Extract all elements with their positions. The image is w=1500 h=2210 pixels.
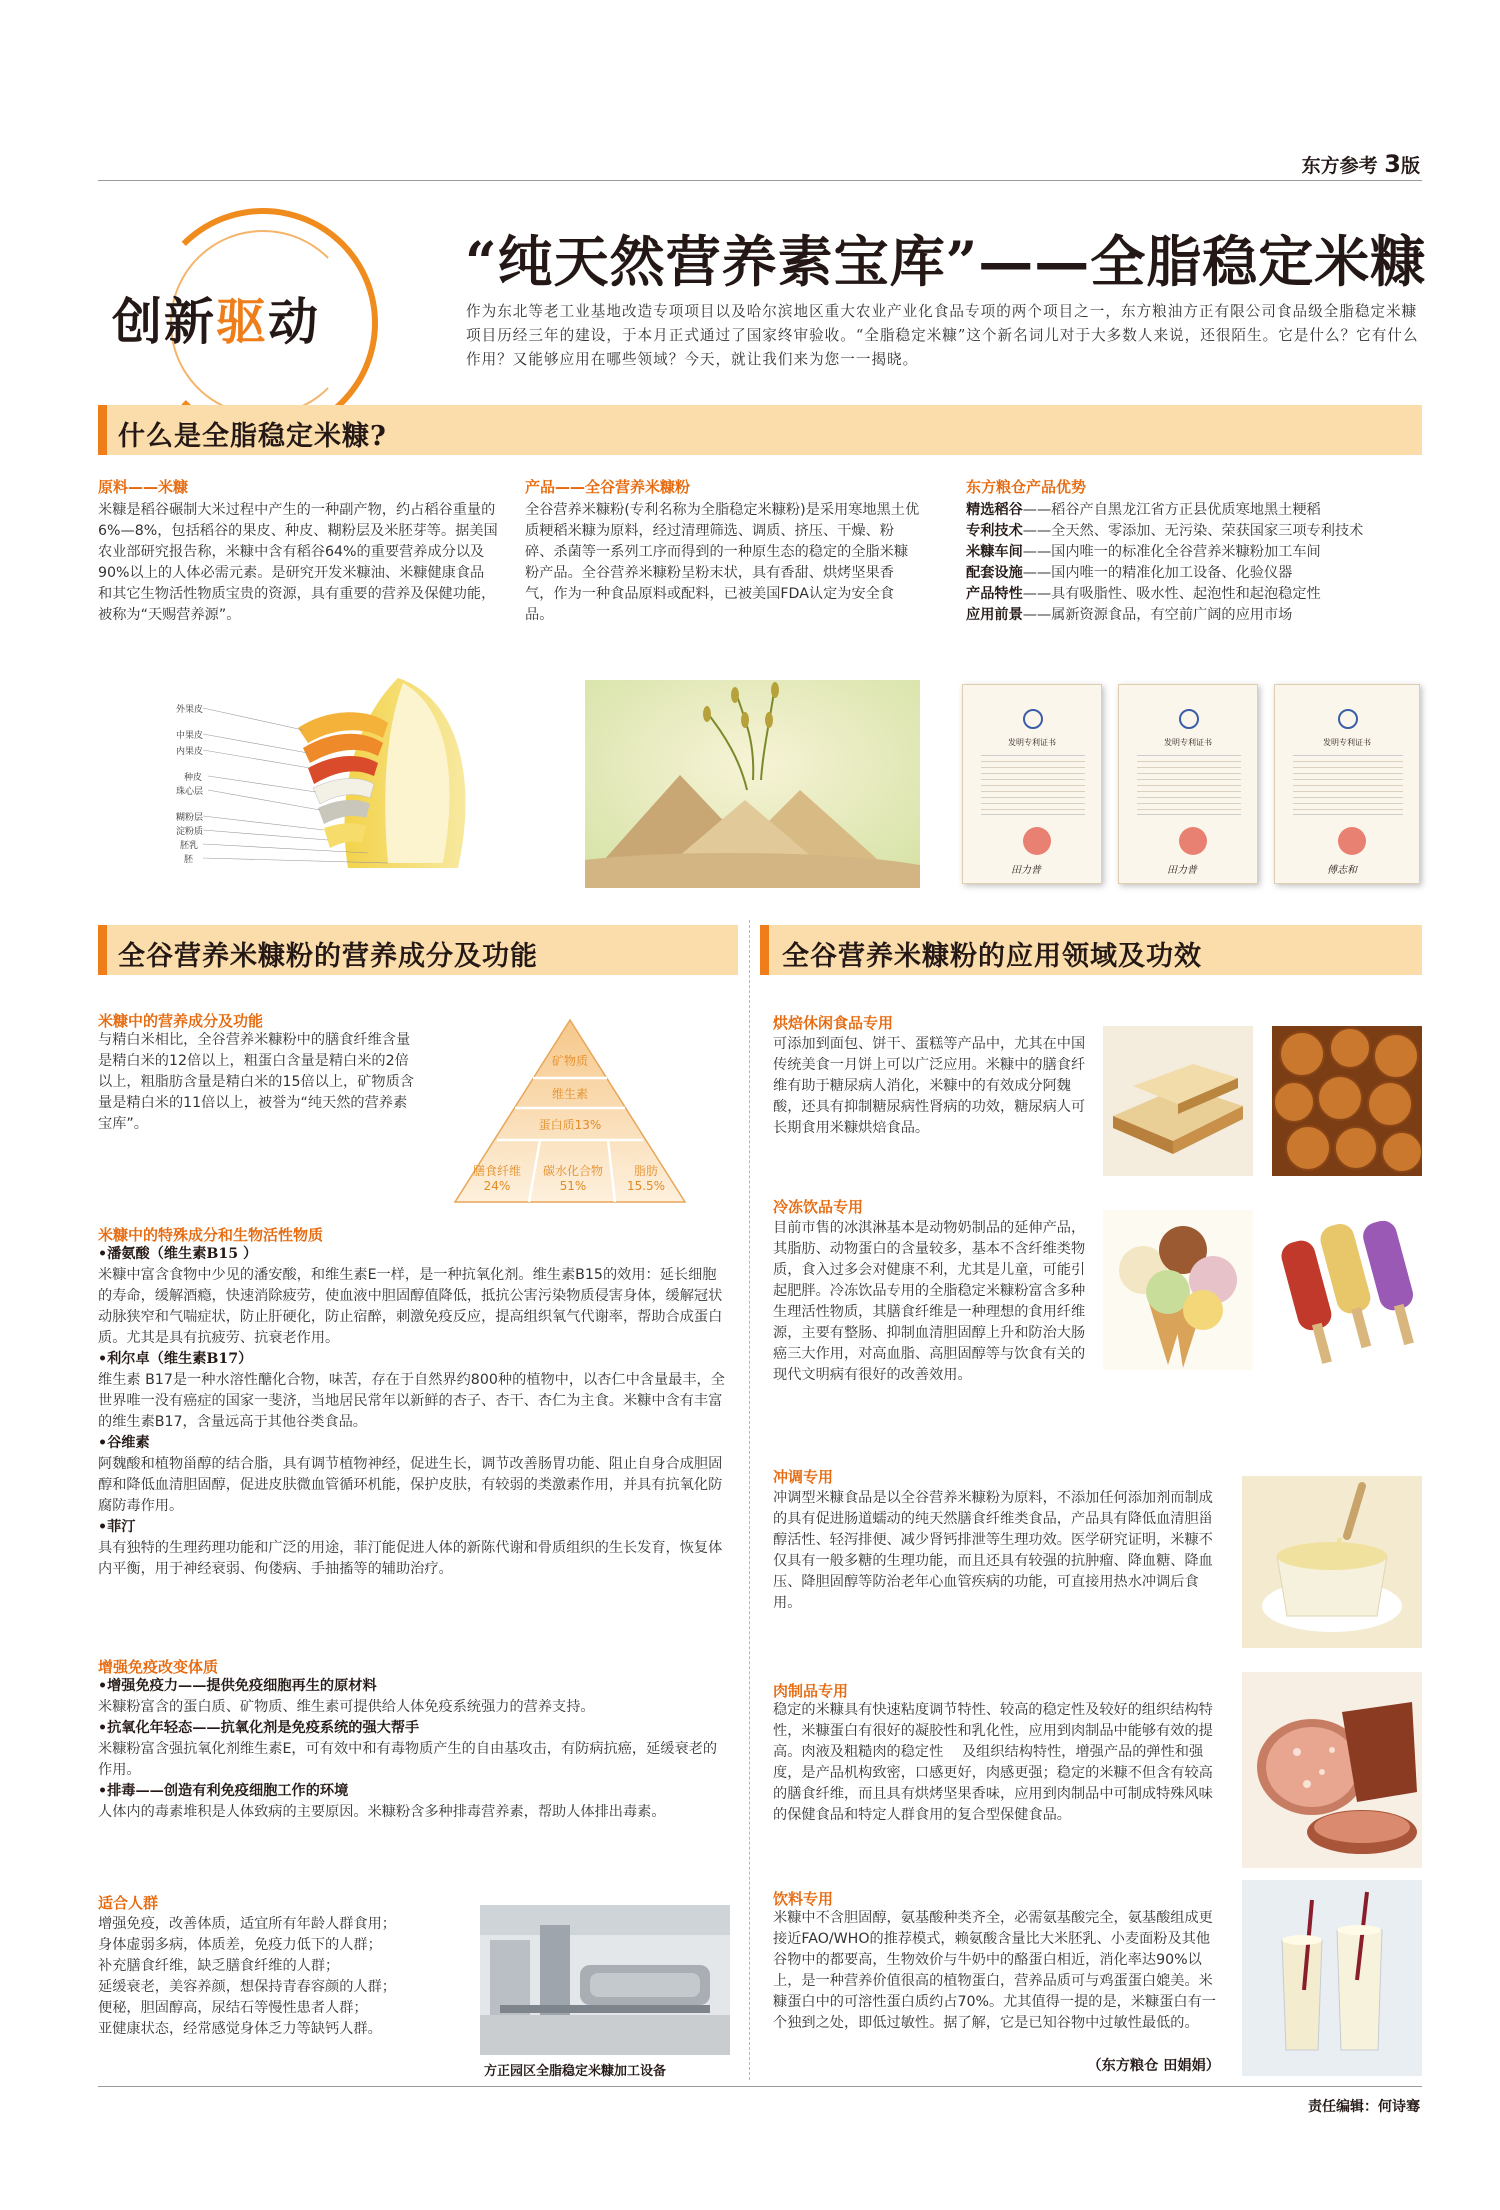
meat-heading: 肉制品专用 — [773, 1682, 849, 1700]
immune-item-text: 米糠粉富含强抗氧化剂维生素E，可有效中和有毒物质产生的自由基攻击，有防病抗癌，延缓衰老的作用。 — [98, 1741, 718, 1778]
frozen-text: 目前市售的冰淇淋基本是动物奶制品的延伸产品，其脂肪、动物蛋白的含量较多，基本不含纤维类物质，食入过多会对健康不利，尤其是儿童，可能引起肥胖。冷冻饮品专用的全脂稳定米糠粉富含多种生理活性物质，其膳食纤维是一种理想的食用纤维源，主要有整肠、抑制血清胆固醇上升和防治大肠癌三大作用，对高血脂、高胆固醇等与饮食有关的现代文明病有很好的改善效用。 — [773, 1220, 1086, 1383]
advantages-heading: 东方粮仓产品优势 — [966, 478, 1087, 496]
advantage-item: 应用前景——属新资源食品，有空前广阔的应用市场 — [966, 607, 1293, 623]
special-item-title: •菲汀 — [98, 1519, 136, 1535]
crowd-item: 增强免疫，改善体质，适宜所有年龄人群食用； — [98, 1916, 396, 1932]
grain-label: 种皮 — [184, 773, 203, 783]
section2-band-bar — [98, 925, 107, 975]
special-content — [98, 1244, 728, 1580]
special-item-title: •潘氨酸（维生素B15 ） — [98, 1246, 258, 1262]
immune-item-text: 米糠粉富含的蛋白质、矿物质、维生素可提供给人体免疫系统强力的营养支持。 — [98, 1699, 595, 1715]
grain-label: 中果皮 — [176, 731, 204, 741]
product-heading: 产品——全谷营养米糠粉 — [525, 478, 691, 496]
special-item-text: 维生素 B17是一种水溶性醣化合物，味苦，存在于自然界约800种的植物中，以杏仁中含量最丰，全世界唯一没有癌症的国家一斐济，当地居民常年以新鲜的杏子、杏干、杏仁为主食。米糠中含有丰富的维生素B17，含量远高于其他谷类食品。 — [98, 1372, 725, 1430]
baking-text: 可添加到面包、饼干、蛋糕等产品中，尤其在中国传统美食一月饼上可以广泛应用。米糠中的膳食纤维有助于糖尿病人消化，米糠中的有效成分阿魏酸，还具有抑制糖尿病性肾病的功效，糖尿病人可长期食用米糠烘焙食品。 — [773, 1036, 1086, 1136]
drink-heading: 饮料专用 — [773, 1890, 834, 1908]
column-divider — [749, 920, 750, 2080]
popsicle-photo — [1272, 1210, 1422, 1370]
nutrition-text: 与精白米相比，全谷营养米糠粉中的膳食纤维含量是精白米的12倍以上，粗蛋白含量是精白米的2倍以上，粗脂肪含量是精白米的15倍以上，矿物质含量是精白米的11倍以上，被誉为“纯天然的营养素宝库”。 — [98, 1032, 414, 1132]
raw-material-heading: 原料——米糠 — [98, 478, 189, 496]
headline: “纯天然营养素宝库”——全脂稳定米糠 — [465, 229, 1427, 294]
nutrition-heading: 米糠中的营养成分及功能 — [98, 1012, 264, 1030]
special-item-text: 具有独特的生理药理功能和广泛的用途，菲汀能促进人体的新陈代谢和骨质组织的生长发育，恢复体内平衡，用于神经衰弱、佝偻病、手抽搐等的辅助治疗。 — [98, 1540, 723, 1577]
meat-products-photo — [1242, 1672, 1422, 1868]
pyramid-vitamins: 维生素 — [551, 1087, 588, 1101]
patent-emblem-icon — [1023, 709, 1043, 729]
cert-signature: 田力普 — [1011, 865, 1041, 876]
patent-certificate — [1118, 684, 1258, 884]
pyramid-fiber: 膳食纤维 24% — [472, 1164, 521, 1193]
grain-label: 内果皮 — [176, 747, 204, 757]
immune-item-text: 人体内的毒素堆积是人体致病的主要原因。米糠粉含多种排毒营养素，帮助人体排出毒素。 — [98, 1804, 666, 1820]
patent-certificate — [1274, 684, 1420, 884]
advantage-item: 米糠车间——国内唯一的标准化全谷营养米糠粉加工车间 — [966, 544, 1321, 560]
advantage-item: 配套设施——国内唯一的精准化加工设备、化验仪器 — [966, 565, 1293, 581]
section3-band-bar — [760, 925, 769, 975]
section1-title: 什么是全脂稳定米糠? — [118, 421, 387, 452]
patent-emblem-icon — [1338, 709, 1358, 729]
section1-band-bar — [98, 405, 107, 455]
top-rule — [98, 180, 1422, 181]
advantage-item: 产品特性——具有吸脂性、吸水性、起泡性和起泡稳定性 — [966, 586, 1321, 602]
pyramid-minerals: 矿物质 — [551, 1054, 588, 1068]
immune-content — [98, 1676, 728, 1823]
drinks-photo — [1242, 1880, 1422, 2076]
drink-text: 米糠中不含胆固醇，氨基酸种类齐全，必需氨基酸完全，氨基酸组成更接近FAO/WHO的推荐模式，赖氨酸含量比大米胚乳、小麦面粉及其他谷物中的都要高，生物效价与牛奶中的酪蛋白相近，消化率达90%以上，是一种营养价值很高的植物蛋白，营养品质可与鸡蛋蛋白媲美。米糠蛋白中的可溶性蛋白质约占70%。尤其值得一提的是，米糠蛋白有一个独到之处，即低过敏性。据了解，它是已知谷物中过敏性最低的。 — [773, 1910, 1216, 2031]
cert-signature: 田力普 — [1167, 865, 1197, 876]
grain-label: 胚 — [184, 855, 194, 865]
grain-label: 糊粉层 — [176, 813, 204, 823]
meat-text: 稳定的米糠具有快速粘度调节特性、较高的稳定性及较好的组织结构特性，米糠蛋白有很好的凝胶性和乳化性，应用到肉制品中能够有效的提高。肉液及粗糙肉的稳定性 及组织结构特性，增强产品的弹性和强度，是产品机构致密，口感更好，肉感更强；稳定的米糠不但含有较高的膳食纤维，而且具有烘烤坚果香味，应用到肉制品中可制成特殊风味的保健食品和特定人群食用的复合型保健食品。 — [773, 1702, 1213, 1823]
immune-item-title: •排毒——创造有利免疫细胞工作的环境 — [98, 1783, 349, 1799]
crowd-item: 便秘，胆固醇高，尿结石等慢性患者人群； — [98, 2000, 368, 2016]
grain-label: 胚乳 — [180, 841, 199, 851]
advantages-list — [966, 500, 1426, 626]
cookies-photo — [1272, 1026, 1422, 1176]
mix-heading: 冲调专用 — [773, 1468, 834, 1486]
advantage-item: 精选稻谷——稻谷产自黑龙江省方正县优质寒地黑土粳稻 — [966, 502, 1321, 518]
seal-icon — [1023, 827, 1051, 855]
cert-title: 发明专利证书 — [1164, 738, 1212, 747]
drink-mix-photo — [1242, 1476, 1422, 1648]
grain-label: 外果皮 — [176, 705, 204, 715]
processing-equipment-photo — [480, 1905, 730, 2055]
column-logo: 创新驱动 — [112, 293, 320, 351]
seal-icon — [1338, 827, 1366, 855]
product-text: 全谷营养米糠粉(专利名称为全脂稳定米糠粉)是采用寒地黑土优质粳稻米糠为原料，经过清理筛选、调质、挤压、干燥、粉碎、杀菌等一系列工序而得到的一种原生态的稳定的全脂米糠粉产品。全谷营养米糠粉呈粉末状，具有香甜、烘烤坚果香气，作为一种食品原料或配料，已被美国FDA认定为安全食品。 — [525, 502, 920, 623]
seal-icon — [1179, 827, 1207, 855]
rice-bran-powder-photo — [585, 680, 920, 888]
equipment-caption: 方正园区全脂稳定米糠加工设备 — [484, 2064, 667, 2079]
cert-signature: 傅志和 — [1327, 865, 1357, 876]
special-heading: 米糠中的特殊成分和生物活性物质 — [98, 1226, 324, 1244]
crowd-item: 补充膳食纤维，缺乏膳食纤维的人群； — [98, 1958, 340, 1974]
pyramid-fat: 脂肪 15.5% — [626, 1164, 666, 1193]
bread-photo — [1103, 1026, 1253, 1176]
special-item-title: •利尔卓（维生素B17） — [98, 1351, 253, 1367]
immune-item-title: •抗氧化年轻态——抗氧化剂是免疫系统的强大帮手 — [98, 1720, 420, 1736]
immune-item-title: •增强免疫力——提供免疫细胞再生的原材料 — [98, 1678, 377, 1694]
cert-title: 发明专利证书 — [1008, 738, 1056, 747]
lead-paragraph: 作为东北等老工业基地改造专项项目以及哈尔滨地区重大农业产业化食品专项的两个项目之一，东方粮油方正有限公司食品级全脂稳定米糠项目历经三年的建设，于本月正式通过了国家终审验收。“全脂稳定米糠”这个新名词儿对于大多数人来说，还很陌生。它是什么？它有什么作用？又能够应用在哪些领域？今天，就让我们来为您一一揭晓。 — [466, 303, 1419, 368]
raw-material-text: 米糠是稻谷碾制大米过程中产生的一种副产物，约占稻谷重量的6%—8%，包括稻谷的果皮、种皮、糊粉层及米胚芽等。据美国农业部研究报告称，米糠中含有稻谷64%的重要营养成分以及90%以上的人体必需元素。是研究开发米糠油、米糠健康食品和其它生物活性物质宝贵的资源，具有重要的营养及保健功能，被称为“天赐营养源”。 — [98, 502, 498, 623]
crowd-item: 亚健康状态，经常感觉身体乏力等缺钙人群。 — [98, 2021, 382, 2037]
crowd-item: 延缓衰老，美容养颜，想保持青春容颜的人群； — [98, 1979, 396, 1995]
baking-heading: 烘焙休闲食品专用 — [773, 1014, 894, 1032]
pyramid-protein: 蛋白质13% — [538, 1118, 602, 1132]
crowd-item: 身体虚弱多病，体质差，免疫力低下的人群； — [98, 1937, 382, 1953]
patent-certificate — [962, 684, 1102, 884]
pyramid-carbohydrate: 碳水化合物 51% — [542, 1164, 603, 1193]
crowd-heading: 适合人群 — [98, 1894, 159, 1912]
special-item-text: 米糠中富含食物中少见的潘安酸，和维生素E一样，是一种抗氧化剂。维生素B15的效用：延长细胞的寿命，缓解酒瘾，快速消除疲劳，使血液中胆固醇值降低，抵抗公害污染物质侵害身体，缓解冠状动脉狭窄和气喘症状，防止肝硬化，防止宿醉，刺激免疫反应，提高组织氧气代谢率，帮助合成蛋白质。尤其是具有抗疲劳、抗衰老作用。 — [98, 1267, 723, 1346]
patent-emblem-icon — [1179, 709, 1199, 729]
ice-cream-photo — [1103, 1210, 1253, 1370]
editor-credit: 责任编辑：何诗骞 — [1308, 2099, 1420, 2115]
crowd-list — [98, 1914, 458, 2040]
immune-heading: 增强免疫改变体质 — [98, 1658, 219, 1676]
rice-grain-diagram — [98, 668, 498, 888]
page-number: 东方参考 3版 — [1301, 150, 1420, 178]
grain-label: 淀粉质 — [176, 827, 204, 837]
special-item-text: 阿魏酸和植物甾醇的结合脂，具有调节植物神经，促进生长，调节改善肠胃功能、阻止自身合成胆固醇和降低血清胆固醇，促进皮肤微血管循环机能，保护皮肤，有较弱的类激素作用，并具有抗氧化防腐防毒作用。 — [98, 1456, 723, 1514]
special-item-title: •谷维素 — [98, 1435, 150, 1451]
byline: （东方粮仓 田娟娟） — [1087, 2058, 1220, 2074]
section2-title: 全谷营养米糠粉的营养成分及功能 — [118, 941, 538, 972]
advantage-item: 专利技术——全天然、零添加、无污染、荣获国家三项专利技术 — [966, 523, 1364, 539]
bottom-rule — [98, 2086, 1422, 2087]
section3-title: 全谷营养米糠粉的应用领域及功效 — [782, 941, 1202, 972]
grain-label: 珠心层 — [176, 787, 204, 797]
nutrition-pyramid — [445, 1012, 695, 1212]
cert-title: 发明专利证书 — [1323, 738, 1371, 747]
frozen-heading: 冷冻饮品专用 — [773, 1198, 864, 1216]
mix-text: 冲调型米糠食品是以全谷营养米糠粉为原料，不添加任何添加剂而制成的具有促进肠道蠕动的纯天然膳食纤维类食品，产品具有降低血清胆甾醇活性、轻泻排便、减少肾钙排泄等生理功效。医学研究证明，米糠不仅具有一般多糖的生理功能，而且还具有较强的抗肿瘤、降血糖、降血压、降胆固醇等防治老年心血管疾病的功能，可直接用热水冲调后食用。 — [773, 1490, 1213, 1611]
